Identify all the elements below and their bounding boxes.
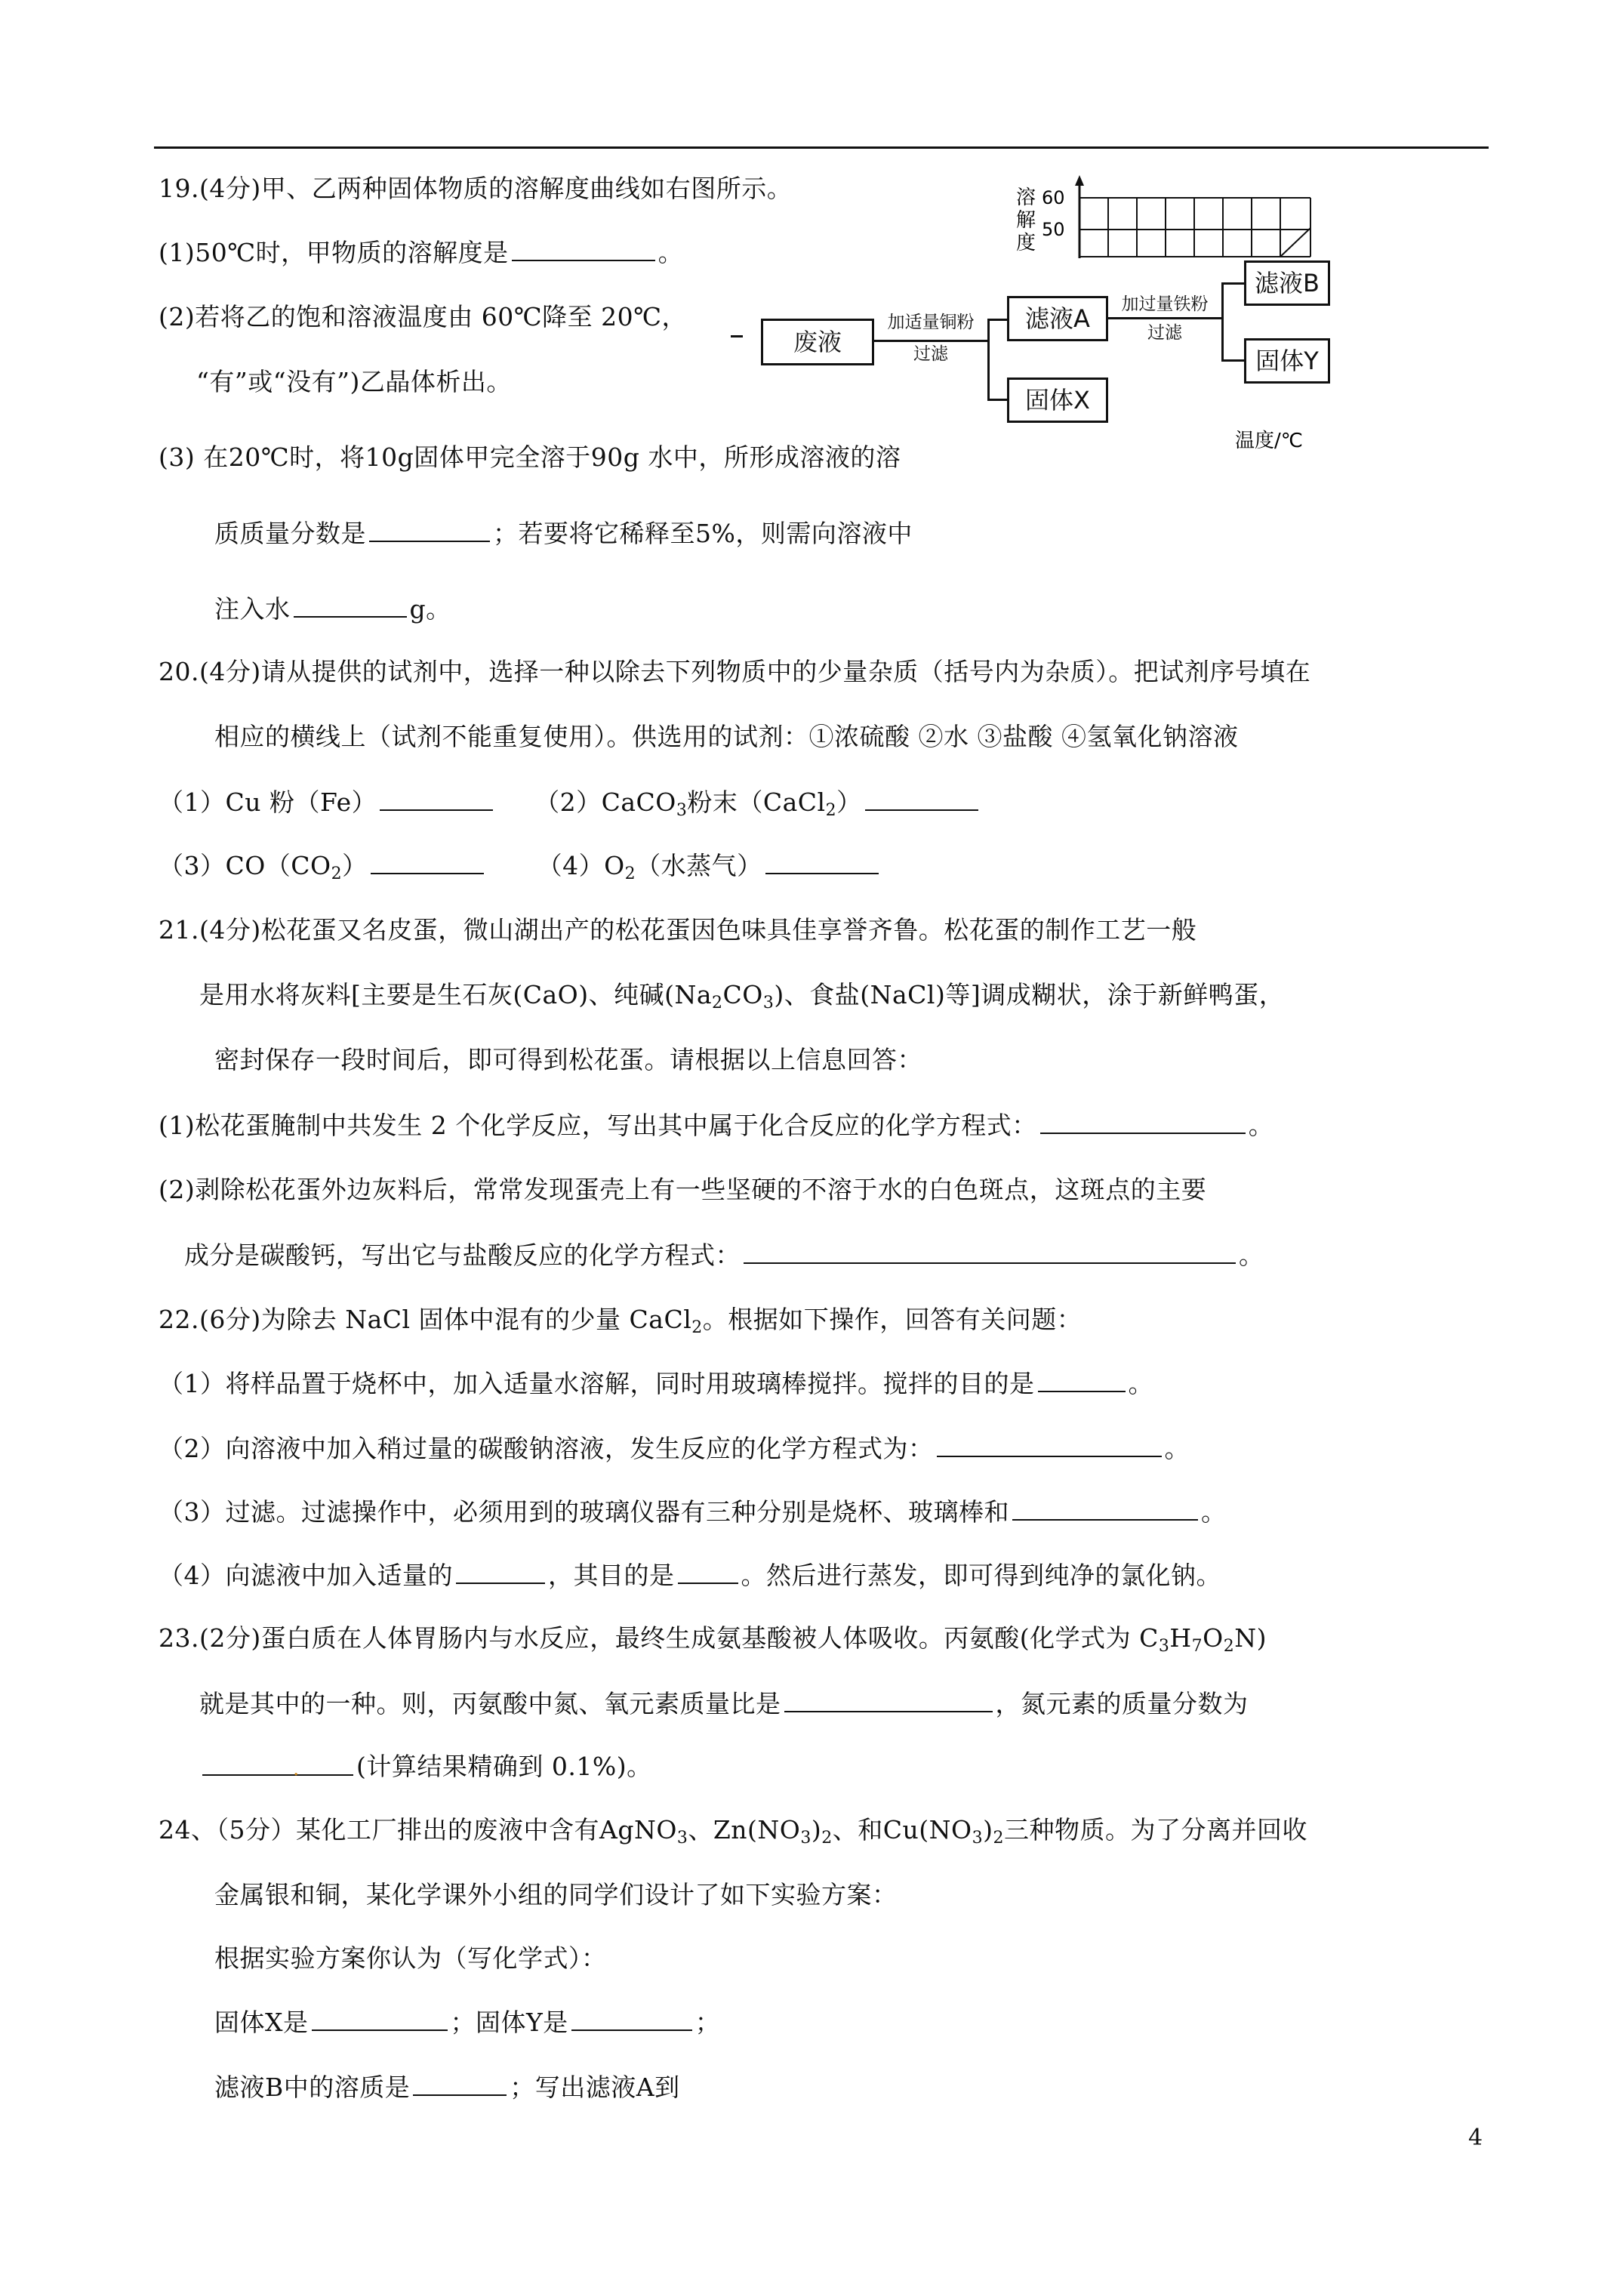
label-step2-top: 加过量铁粉 <box>1121 294 1209 314</box>
q24-line5: 滤液B中的溶质是 ；写出滤液A到 <box>214 2070 680 2104</box>
answer-blank[interactable] <box>765 849 879 874</box>
q19-part3-cont: 质质量分数是 ；若要将它稀释至5%，则需向溶液中 <box>214 516 913 550</box>
answer-blank[interactable] <box>571 2005 692 2031</box>
q19-part3-cont2: 注入水 g。 <box>214 592 451 626</box>
answer-blank[interactable] <box>371 849 484 874</box>
flow-branch <box>1221 282 1224 361</box>
answer-blank[interactable] <box>512 236 655 261</box>
graph-ylabel-1: 溶 <box>1016 186 1036 209</box>
answer-blank[interactable] <box>784 1687 993 1712</box>
separation-flowchart <box>731 257 1335 427</box>
box-filtrate-a: 滤液A <box>1007 296 1108 341</box>
q19-part2: (2)若将乙的饱和溶液温度由 60℃降至 20℃， <box>159 302 688 331</box>
header-rule <box>154 146 1489 149</box>
q24-line1: 24、（5分）某化工厂排出的废液中含有AgNO$_3$、$Zn(NO_3)_2$、和$Cu(NO_3)_2$三种物质。为了分离并回收 <box>159 1815 1307 1848</box>
q19-part2-cont: “有”或“没有”)乙晶体析出。 <box>196 367 512 396</box>
graph-ylabel-2: 解 <box>1016 209 1036 232</box>
q21-line2: 是用水将灰料[主要是生石灰(CaO)、纯碱$(Na_2CO_3)$、食盐(NaCl)等]调成糊状，涂于新鲜鸭蛋， <box>199 980 1285 1012</box>
answer-blank[interactable] <box>380 785 493 811</box>
box-solid-y: 固体Y <box>1244 338 1330 384</box>
label-step1-bottom: 过滤 <box>913 344 948 364</box>
q20-line2: 相应的横线上（试剂不能重复使用）。供选用的试剂：①浓硫酸 ②水 ③盐酸 ④氢氧化钠溶液 <box>214 722 1239 751</box>
q21-part1: (1)松花蛋腌制中共发生 2 个化学反应，写出其中属于化合反应的化学方程式： 。 <box>159 1108 1273 1142</box>
q20-items-row1: （1）Cu 粉（Fe） （2）CaCO$_3$粉末（CaCl$_2$） <box>159 785 981 819</box>
graph-ytick-50: 50 <box>1042 219 1065 240</box>
flow-line <box>1221 282 1244 285</box>
box-waste: 废液 <box>761 319 874 365</box>
q21-part2-cont: 成分是碳酸钙，写出它与盐酸反应的化学方程式： 。 <box>184 1238 1264 1272</box>
q22-step3: （3）过滤。过滤操作中，必须用到的玻璃仪器有三种分别是烧杯、玻璃棒和 。 <box>159 1495 1227 1529</box>
graph-grid <box>1079 198 1310 257</box>
answer-blank[interactable]: . <box>202 1750 353 1776</box>
graph-curve <box>1280 228 1310 257</box>
graph-ytick-60: 60 <box>1042 187 1065 208</box>
answer-blank[interactable] <box>369 516 490 542</box>
q22-step4: （4）向滤液中加入适量的 ，其目的是 。然后进行蒸发，即可得到纯净的氯化钠。 <box>159 1558 1221 1592</box>
label-step1-top: 加适量铜粉 <box>887 313 975 332</box>
q20-items-row2: $(3)CO(CO_2)$ $(4)O_2$（水蒸气） <box>159 849 882 883</box>
answer-blank[interactable] <box>456 1558 545 1584</box>
flow-line <box>987 399 1007 401</box>
answer-blank[interactable] <box>1038 1367 1126 1392</box>
q19-part1: (1)50℃时，甲物质的溶解度是 。 <box>159 236 683 270</box>
answer-blank[interactable] <box>294 592 407 618</box>
q21-part2: (2)剥除松花蛋外边灰料后，常常发现蛋壳上有一些坚硬的不溶于水的白色斑点，这斑点的主要 <box>159 1175 1207 1204</box>
q24-line2: 金属银和铜，某化学课外小组的同学们设计了如下实验方案： <box>214 1880 898 1909</box>
flow-branch <box>987 319 990 400</box>
flow-line <box>1221 359 1244 362</box>
q21-line1: 21.(4分)松花蛋又名皮蛋，微山湖出产的松花蛋因色味具佳享誉齐鲁。松花蛋的制作工艺一般 <box>159 915 1197 945</box>
box-filtrate-b: 滤液B <box>1244 260 1330 306</box>
q23-line1: 23.(2分)蛋白质在人体胃肠内与水反应，最终生成氨基酸被人体吸收。丙氨酸(化学式为 $C_3H_7O_2N$) <box>159 1623 1267 1656</box>
q19-part3: (3) 在20℃时，将10g固体甲完全溶于90g 水中，所形成溶液的溶 <box>159 442 901 472</box>
flow-line <box>987 319 1007 321</box>
q24-line4: 固体X是 ；固体Y是 ； <box>214 2005 720 2039</box>
q22-step1: （1）将样品置于烧杯中，加入适量水溶解，同时用玻璃棒搅拌。搅拌的目的是 。 <box>159 1367 1153 1401</box>
answer-blank[interactable] <box>937 1432 1162 1457</box>
q22-step2: （2）向溶液中加入稍过量的碳酸钠溶液，发生反应的化学方程式为： 。 <box>159 1432 1190 1465</box>
stray-dash <box>731 335 743 337</box>
q20-line1: 20.(4分)请从提供的试剂中，选择一种以除去下列物质中的少量杂质（括号内为杂质）。把试剂序号填在 <box>159 657 1311 686</box>
q24-line3: 根据实验方案你认为（写化学式）： <box>214 1943 607 1973</box>
answer-blank[interactable] <box>678 1558 738 1584</box>
box-solid-x: 固体X <box>1007 378 1108 423</box>
answer-blank[interactable] <box>744 1238 1236 1264</box>
answer-blank[interactable] <box>865 785 978 811</box>
q23-line2: 就是其中的一种。则，丙氨酸中氮、氧元素质量比是 ，氮元素的质量分数为 <box>199 1687 1249 1721</box>
answer-blank[interactable] <box>413 2070 507 2096</box>
graph-xlabel: 温度/℃ <box>1235 430 1303 452</box>
flow-line <box>874 340 987 342</box>
q23-line3: . (计算结果精确到 0.1%)。 <box>199 1750 652 1783</box>
answer-blank[interactable] <box>1040 1108 1246 1134</box>
graph-ylabel-3: 度 <box>1016 232 1036 254</box>
answer-blank[interactable] <box>312 2005 448 2031</box>
q22-stem: 22.(6分)为除去 NaCl 固体中混有的少量 CaCl$_2$。根据如下操作，回答有关问题： <box>159 1305 1083 1337</box>
q21-line3: 密封保存一段时间后，即可得到松花蛋。请根据以上信息回答： <box>214 1045 922 1074</box>
page-number: 4 <box>1468 2125 1483 2151</box>
flow-line <box>1108 317 1221 319</box>
answer-blank[interactable] <box>1012 1495 1198 1521</box>
graph-axis-arrow <box>1075 175 1084 186</box>
q19-stem: 19.(4分)甲、乙两种固体物质的溶解度曲线如右图所示。 <box>159 174 793 203</box>
label-step2-bottom: 过滤 <box>1147 323 1182 343</box>
